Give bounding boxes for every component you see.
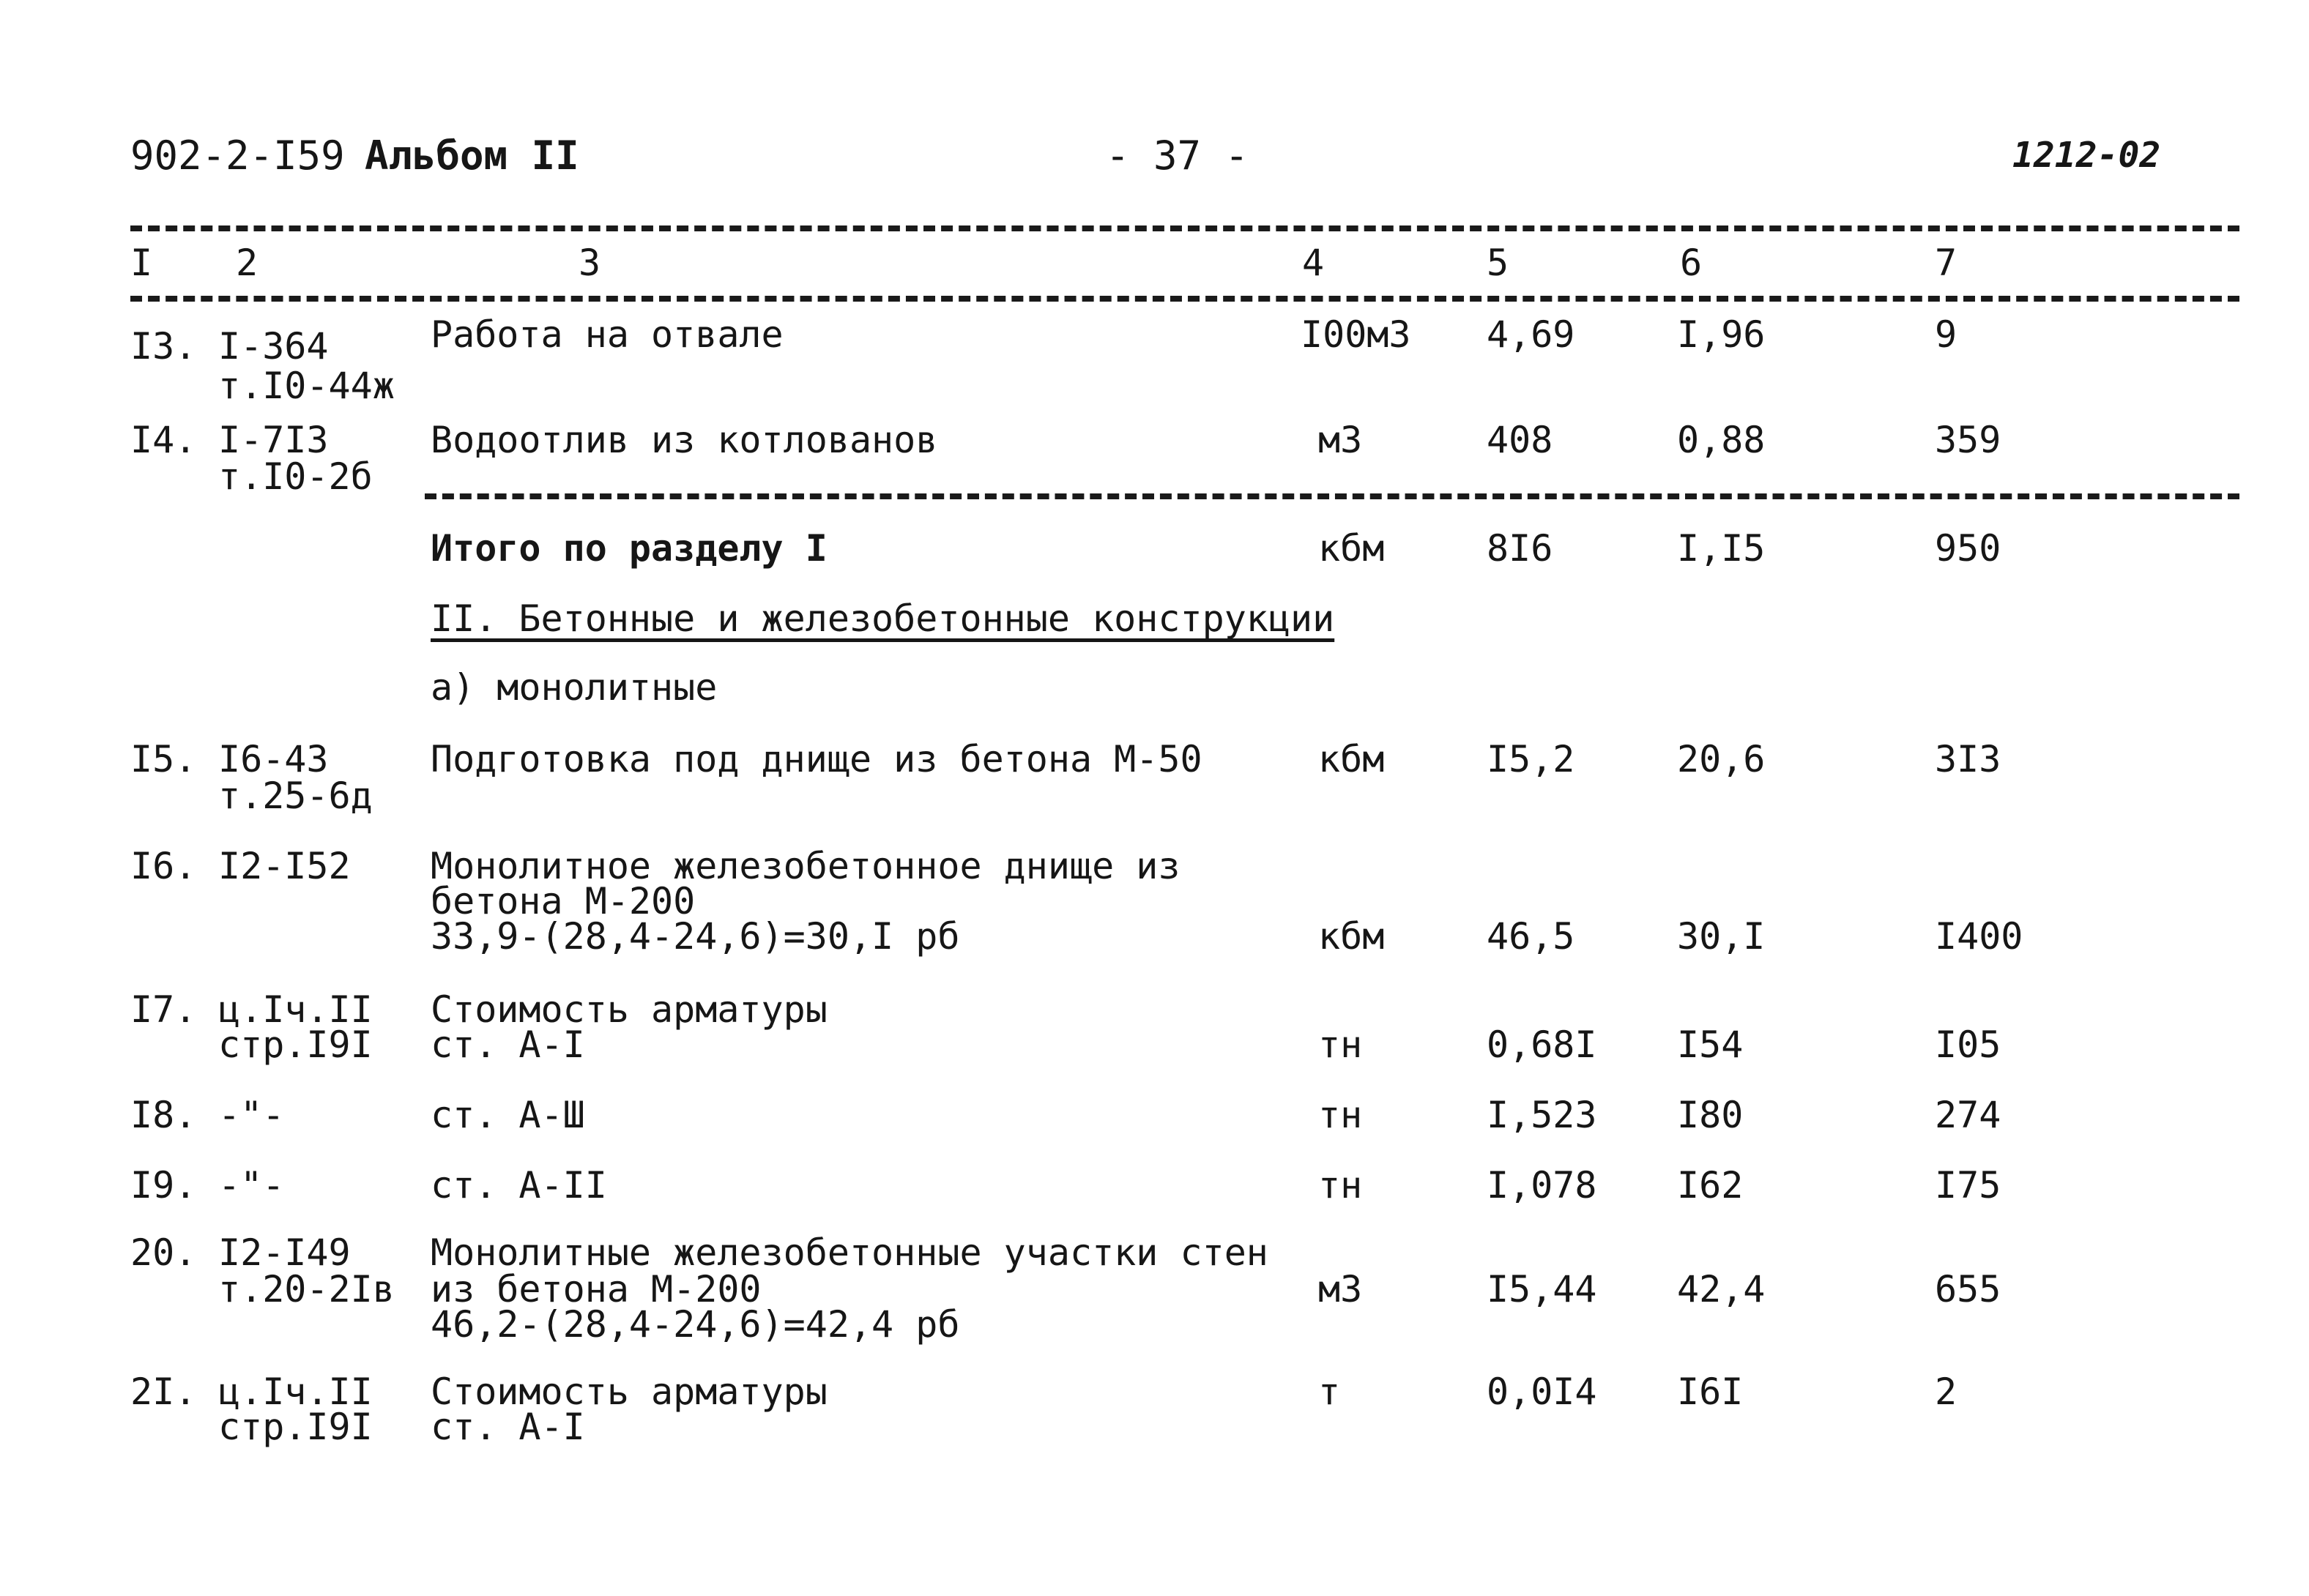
section-heading: II. Бетонные и железобетонные конструкции <box>431 597 1335 640</box>
row-unit: м3 <box>1318 1268 1363 1310</box>
row-reference: I2-I52 <box>218 845 351 887</box>
row-description: Стоимость арматуры <box>431 1371 828 1413</box>
handwritten-code: 1212-02 <box>2012 135 2161 176</box>
row-total: I400 <box>1935 915 2023 958</box>
row-unit: кбм <box>1318 527 1385 570</box>
row-total: 274 <box>1935 1094 2001 1136</box>
row-unit-price: I54 <box>1677 1023 1744 1066</box>
row-reference: т.20-2Iв <box>218 1268 395 1310</box>
row-quantity: 8I6 <box>1487 527 1553 570</box>
subtotal-rule <box>425 493 2239 499</box>
subsection-heading: а) монолитные <box>431 666 718 709</box>
row-unit: м3 <box>1318 419 1363 461</box>
row-description: Монолитные железобетонные участки стен <box>431 1231 1268 1274</box>
row-description: из бетона М-200 <box>431 1268 762 1310</box>
row-description: 33,9-(28,4-24,6)=30,I рб <box>431 915 960 958</box>
row-unit-price: I62 <box>1677 1164 1744 1207</box>
col-header-5: 5 <box>1487 242 1509 284</box>
col-header-4: 4 <box>1302 242 1325 284</box>
row-quantity: 0,0I4 <box>1487 1371 1597 1413</box>
row-description: Работа на отвале <box>431 313 784 356</box>
row-total: I75 <box>1935 1164 2001 1207</box>
row-reference: т.25-6д <box>218 775 373 817</box>
row-number: I6. <box>130 845 197 887</box>
row-description: бетона М-200 <box>431 880 696 922</box>
row-total: 655 <box>1935 1268 2001 1310</box>
row-unit-price: I,I5 <box>1677 527 1766 570</box>
row-unit-price: 0,88 <box>1677 419 1766 461</box>
document-number: 902-2-I59 <box>130 133 345 179</box>
row-quantity: I,078 <box>1487 1164 1597 1207</box>
row-quantity: I5,2 <box>1487 738 1575 780</box>
row-reference: I6-43 <box>218 738 329 780</box>
row-unit-price: 30,I <box>1677 915 1766 958</box>
row-quantity: I,523 <box>1487 1094 1597 1136</box>
row-unit-price: 42,4 <box>1677 1268 1766 1310</box>
row-reference: т.I0-2б <box>218 455 373 498</box>
row-unit-price: 20,6 <box>1677 738 1766 780</box>
row-unit: тн <box>1318 1023 1363 1066</box>
album-label: Альбом II <box>365 133 579 179</box>
row-reference: стр.I9I <box>218 1023 373 1066</box>
row-reference: ц.Iч.II <box>218 988 373 1031</box>
row-reference: т.I0-44ж <box>218 365 395 407</box>
row-number: I5. <box>130 738 197 780</box>
row-description: Водоотлив из котлованов <box>431 419 938 461</box>
row-description: Подготовка под днище из бетона М-50 <box>431 738 1202 780</box>
row-description: ст. А-I <box>431 1406 585 1448</box>
row-number: I9. <box>130 1164 197 1207</box>
row-reference: -"- <box>218 1164 285 1207</box>
col-header-6: 6 <box>1680 242 1703 284</box>
row-number: 2I. <box>130 1371 197 1413</box>
row-total: 9 <box>1935 313 1957 356</box>
row-reference: ц.Iч.II <box>218 1371 373 1413</box>
row-quantity: 0,68I <box>1487 1023 1597 1066</box>
row-number: 20. <box>130 1231 197 1274</box>
row-reference: I-364 <box>218 325 329 368</box>
row-unit-price: I,96 <box>1677 313 1766 356</box>
row-description: ст. А-II <box>431 1164 607 1207</box>
row-total: I05 <box>1935 1023 2001 1066</box>
subtotal-label: Итого по разделу I <box>431 527 828 570</box>
row-quantity: 408 <box>1487 419 1553 461</box>
row-unit: тн <box>1318 1094 1363 1136</box>
row-unit: кбм <box>1318 738 1385 780</box>
row-description: 46,2-(28,4-24,6)=42,4 рб <box>431 1303 960 1346</box>
row-total: 3I3 <box>1935 738 2001 780</box>
row-unit: тн <box>1318 1164 1363 1207</box>
row-number: I8. <box>130 1094 197 1136</box>
row-total: 950 <box>1935 527 2001 570</box>
row-unit-price: I6I <box>1677 1371 1744 1413</box>
row-description: Стоимость арматуры <box>431 988 828 1031</box>
table-top-rule <box>130 225 2239 231</box>
row-total: 2 <box>1935 1371 1957 1413</box>
row-quantity: I5,44 <box>1487 1268 1597 1310</box>
row-description: Монолитное железобетонное днище из <box>431 845 1180 887</box>
row-description: ст. А-Ш <box>431 1094 585 1136</box>
col-header-3: 3 <box>579 242 601 284</box>
col-header-7: 7 <box>1935 242 1957 284</box>
row-number: I7. <box>130 988 197 1031</box>
col-header-1: I <box>130 242 153 284</box>
row-reference: I-7I3 <box>218 419 329 461</box>
row-unit: кбм <box>1318 915 1385 958</box>
row-unit: т <box>1318 1371 1341 1413</box>
row-reference: I2-I49 <box>218 1231 351 1274</box>
row-unit-price: I80 <box>1677 1094 1744 1136</box>
table-header-rule <box>130 296 2239 302</box>
row-unit: I00м3 <box>1301 313 1411 356</box>
row-quantity: 46,5 <box>1487 915 1575 958</box>
col-header-2: 2 <box>236 242 259 284</box>
row-reference: стр.I9I <box>218 1406 373 1448</box>
row-total: 359 <box>1935 419 2001 461</box>
row-quantity: 4,69 <box>1487 313 1575 356</box>
row-reference: -"- <box>218 1094 285 1136</box>
row-description: ст. А-I <box>431 1023 585 1066</box>
page-number: - 37 - <box>1106 133 1249 179</box>
row-number: I3. <box>130 325 197 368</box>
row-number: I4. <box>130 419 197 461</box>
